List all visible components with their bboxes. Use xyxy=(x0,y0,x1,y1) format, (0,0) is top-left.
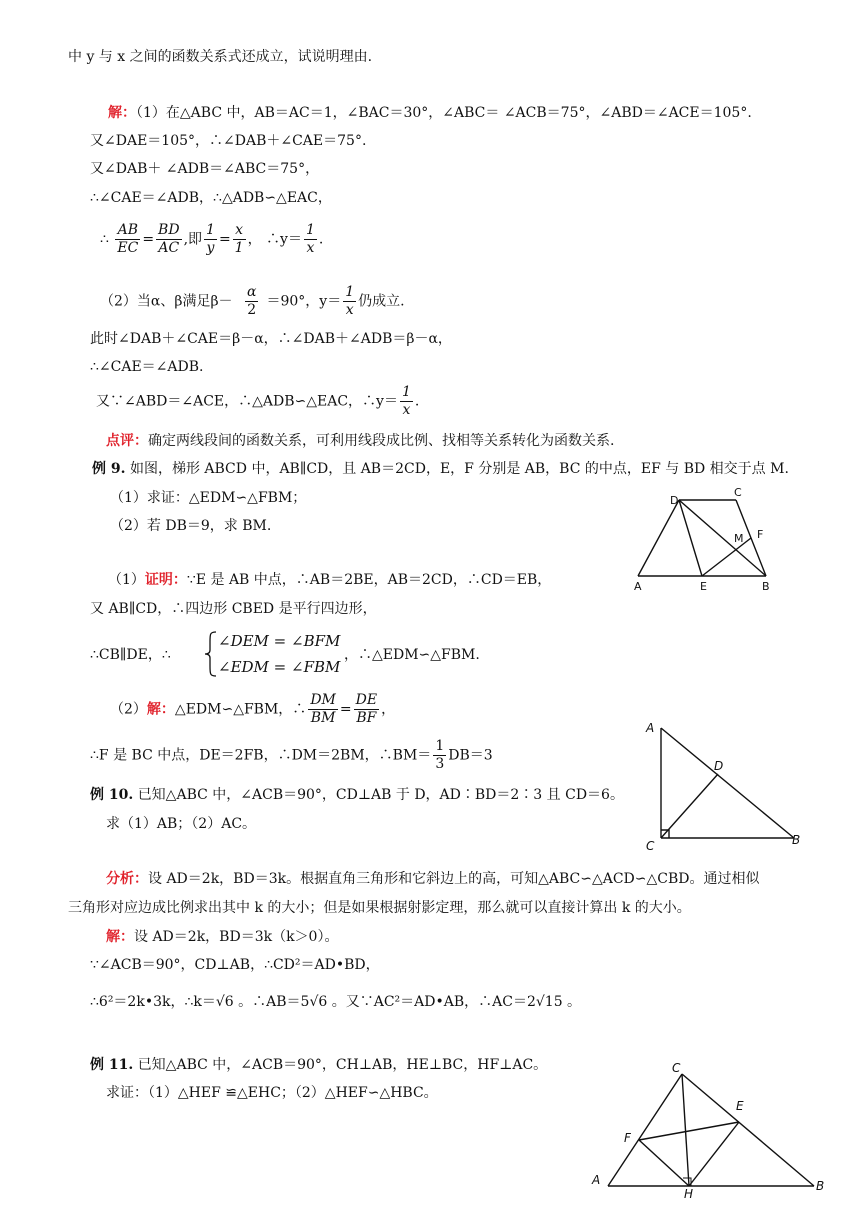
example-10-line xyxy=(90,786,624,804)
example-10-text: 已知△ABC 中，∠ACB＝90°，CD⊥AB 于 D，AD∶BD＝2∶3 且 CD＝6。 xyxy=(137,787,624,803)
analysis-line-1 xyxy=(106,870,759,888)
solution-label-2: 解： xyxy=(146,701,175,718)
example-10-label: 例 10. xyxy=(90,787,134,803)
fraction-x-1: $\frac{x}{1}$ xyxy=(234,222,244,256)
analysis-label: 分析： xyxy=(106,871,148,887)
analysis-text-1: 设 AD＝2k，BD＝3k。根据直角三角形和它斜边上的高，可知△ABC∽△ACD∽△CBD。通过相似 xyxy=(148,871,760,887)
solution-line-4: ∴∠CAE＝∠ADB，∴△ADB∽△EAC， xyxy=(90,190,332,206)
solution-line-2: 又∠DAE＝105°，∴∠DAB＋∠CAE＝75°. xyxy=(90,133,367,149)
solution-10-line-2: ∵∠ACB＝90°，CD⊥AB，∴CD²＝AD•BD， xyxy=(90,957,380,973)
example-11-text: 已知△ABC 中，∠ACB＝90°，CH⊥AB，HE⊥BC，HF⊥AC。 xyxy=(137,1057,548,1073)
fraction-1-x: $\frac{1}{x}$ xyxy=(305,222,315,256)
proof-text-5b: DB＝3 xyxy=(448,747,493,764)
fraction-1-y: $\frac{1}{y}$ xyxy=(206,222,215,256)
fraction-de-bf: $\frac{DE}{BF}$ xyxy=(355,692,378,726)
example-10-q: 求（1）AB；（2）AC。 xyxy=(106,816,257,832)
brace-row-2: ∠EDM = ∠FBM xyxy=(218,658,341,676)
label-E: E xyxy=(700,580,707,593)
solution-label: 解： xyxy=(108,105,136,121)
solution-line-7: 此时∠DAB＋∠CAE＝β－α，∴∠DAB＋∠ADB＝β－α， xyxy=(90,331,452,347)
proof-label: 证明： xyxy=(144,572,187,588)
therefore-symbol: ∴ xyxy=(100,231,109,248)
label-B: B xyxy=(816,1179,825,1193)
analysis-line-2: 三角形对应边成比例求出其中 k 的大小；但是如果根据射影定理，那么就可以直接计算出 k 的大小。 xyxy=(68,900,691,916)
label-A: A xyxy=(592,1173,601,1187)
fraction-dm-bm: $\frac{DM}{BM}$ xyxy=(310,692,336,726)
label-F: F xyxy=(757,528,764,541)
figure-trapezoid xyxy=(630,484,790,596)
proof-line-5 xyxy=(90,738,493,773)
comment-text: 确定两线段间的函数关系，可利用线段成比例、找相等关系转化为函数关系. xyxy=(148,433,615,449)
text-equals-90: ＝90°，y＝ xyxy=(266,293,342,310)
proof-text-4: △EDM∽△FBM，∴ xyxy=(174,701,307,718)
text-namely: ,即 xyxy=(183,231,203,248)
fraction-bd-ac: $\frac{BD}{AC}$ xyxy=(158,222,180,256)
solution-line-1 xyxy=(108,104,752,122)
solution-line-8: ∴∠CAE＝∠ADB. xyxy=(90,359,204,375)
proof-text-1: ∵E 是 AB 中点，∴AB＝2BE，AB＝2CD，∴CD＝EB， xyxy=(186,572,552,588)
text-also-since: 又∵∠ABD＝∠ACE，∴△ADB∽△EAC，∴y＝ xyxy=(96,393,398,410)
label-H: H xyxy=(684,1187,694,1198)
label-E: E xyxy=(736,1099,744,1113)
intro-line: 中 y 与 x 之间的函数关系式还成立，试说明理由. xyxy=(68,49,373,65)
period: . xyxy=(414,393,420,410)
label-B: B xyxy=(792,833,801,847)
text-so-y: ， ∴y＝ xyxy=(247,231,302,248)
example-9-text: 如图，梯形 ABCD 中，AB∥CD，且 AB＝2CD，E，F 分别是 AB，BC 的中点，EF 与 BD 相交于点 M. xyxy=(129,461,789,477)
proof-line-1 xyxy=(108,571,551,589)
proof-line-4: （2）解：△EDM∽△FBM，∴ $\frac{DM}{BM}$ = $\frac{DE}{BF}$ ， xyxy=(110,692,396,726)
solution-10-line-1 xyxy=(106,928,338,946)
example-11-q: 求证：（1）△HEF ≌△EHC；（2）△HEF∽△HBC。 xyxy=(106,1085,438,1101)
label-D: D xyxy=(670,494,679,507)
figure-triangle-altitude xyxy=(586,1058,836,1198)
solution-line-5: ∴ $\frac{AB}{EC}$ = $\frac{BD}{AC}$ ,即 $\frac{1}{y}$ = $\frac{x}{1}$ ， ∴y＝ $\frac{1}{x}$ . xyxy=(100,222,324,256)
solution-10-label: 解： xyxy=(106,929,134,945)
period: . xyxy=(318,231,324,248)
fraction-1-x-b: $\frac{1}{x}$ xyxy=(345,284,355,318)
label-C: C xyxy=(646,839,655,853)
label-F: F xyxy=(624,1131,631,1145)
left-brace xyxy=(204,630,218,678)
solution-10-line-3: ∴6²＝2k•3k，∴k＝√6 。∴AB＝5√6 。又∵AC²＝AD•AB，∴AC＝2√15 。 xyxy=(90,994,582,1010)
figure-right-triangle xyxy=(636,718,816,854)
proof-line-2: 又 AB∥CD，∴四边形 CBED 是平行四边形， xyxy=(90,601,377,617)
fraction-alpha-2: $\frac{\alpha}{2}$ xyxy=(247,284,257,318)
label-A: A xyxy=(634,580,642,593)
fraction-1-3: $\frac{1}{3}$ xyxy=(435,738,445,772)
proof-line-3-prefix: ∴CB∥DE，∴ xyxy=(90,647,171,663)
comment-line xyxy=(106,432,614,450)
label-A: A xyxy=(646,721,655,735)
proof-line-3-suffix: ，∴△EDM∽△FBM. xyxy=(344,647,480,663)
fraction-ab-ec: $\frac{AB}{EC}$ xyxy=(117,222,139,256)
label-B: B xyxy=(762,580,770,593)
part-1: （1） xyxy=(108,572,145,588)
comma: ， xyxy=(381,701,396,718)
solution-10-text-1: 设 AD＝2k，BD＝3k（k＞0）。 xyxy=(134,929,339,945)
example-9-label: 例 9. xyxy=(92,461,126,477)
solution-line-9 xyxy=(96,384,419,419)
example-9-line xyxy=(92,460,789,478)
example-11-label: 例 11. xyxy=(90,1057,134,1073)
example-9-q2: （2）若 DB＝9，求 BM. xyxy=(110,518,272,534)
solution-line-3: 又∠DAB＋ ∠ADB＝∠ABC＝75°， xyxy=(90,161,320,177)
part-2: （2） xyxy=(110,701,147,718)
example-9-q1: （1）求证：△EDM∽△FBM； xyxy=(110,490,307,506)
fraction-1-x-c: $\frac{1}{x}$ xyxy=(401,384,411,418)
label-D: D xyxy=(714,759,724,773)
solution-line-6 xyxy=(100,284,405,319)
text-when: （2）当α、β满足β－ xyxy=(100,293,233,310)
proof-text-5: ∴F 是 BC 中点，DE＝2FB，∴DM＝2BM，∴BM＝ xyxy=(90,747,432,764)
text-still-holds: 仍成立. xyxy=(358,293,405,310)
brace-row-1: ∠DEM = ∠BFM xyxy=(218,632,341,650)
example-11-line xyxy=(90,1056,547,1074)
label-C: C xyxy=(734,486,742,499)
label-M: M xyxy=(734,532,744,545)
comment-label: 点评： xyxy=(106,433,148,449)
solution-text-1: （1）在△ABC 中，AB＝AC＝1，∠BAC＝30°，∠ABC＝ ∠ACB＝75°，∠ABD＝∠ACE＝105°. xyxy=(136,105,752,121)
label-C: C xyxy=(672,1061,681,1075)
